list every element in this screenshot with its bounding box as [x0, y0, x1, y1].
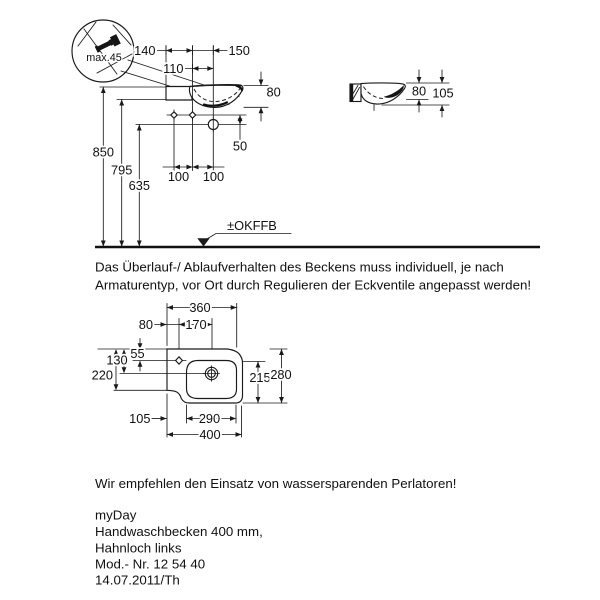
install-height-dims [93, 87, 166, 247]
dim-100-right-label: 100 [202, 168, 225, 184]
dim-215-label: 215 [249, 369, 271, 385]
dim-360-label: 360 [189, 299, 211, 315]
product-description: Handwaschbecken 400 mm, [95, 524, 263, 539]
dim-290-label: 290 [198, 410, 221, 426]
dim-105-label: 105 [129, 410, 151, 426]
level-label: ±OKFFB [227, 218, 277, 233]
dim-220-label: 220 [91, 367, 113, 383]
floor-level-marker [197, 218, 291, 247]
dim-105-side-label: 105 [432, 85, 454, 101]
dim-795-label: 795 [111, 162, 133, 178]
dim-140-label: 140 [134, 42, 156, 58]
dim-850-label: 850 [92, 144, 114, 160]
fixing-hole-symbols [167, 110, 246, 120]
fixing-detail-circle [72, 20, 134, 82]
dim-80-side-label: 80 [411, 83, 427, 99]
dim-55-label: 55 [130, 346, 145, 362]
drain-hole-symbol [136, 118, 246, 132]
dim-280-label: 280 [270, 366, 292, 382]
dim-110-label: 110 [163, 60, 184, 76]
washbasin-side-outline [350, 83, 405, 111]
dim-80-front-label: 80 [266, 84, 281, 100]
product-series: myDay [95, 507, 137, 523]
front-dim-50 [233, 115, 247, 154]
product-tap-hole: Hahnloch links [95, 540, 182, 556]
dim-635-label: 635 [128, 178, 150, 193]
dim-130-label: 130 [106, 352, 128, 368]
dim-80-plan-label: 80 [138, 316, 153, 332]
product-model-no: Mod.- Nr. 12 54 40 [95, 556, 206, 572]
dim-400-label: 400 [199, 426, 221, 442]
product-info-block [95, 508, 263, 588]
overflow-note-line2: Armaturentyp, vor Ort durch Regulieren der Eckventile angepasst werden! [95, 277, 532, 293]
max-depth-note: max.45 [86, 52, 122, 64]
dim-170-label: 170 [185, 316, 207, 332]
product-date: 14.07.2011/Th [95, 572, 180, 588]
front-height-dim-80 [244, 72, 281, 121]
washbasin-front-outline [166, 85, 243, 108]
dim-100-left-label: 100 [167, 168, 190, 184]
aerator-note: Wir empfehlen den Einsatz von wassersparenden Perlatoren! [95, 476, 457, 491]
side-view [350, 70, 454, 117]
dim-150-label: 150 [228, 42, 250, 58]
front-view [72, 20, 540, 247]
plan-left-dims [92, 339, 167, 391]
plan-right-dims [243, 349, 292, 403]
dim-50-label: 50 [232, 138, 248, 154]
overflow-note-line1: Das Überlauf-/ Ablaufverhalten des Beckens muss individuell, je nach [95, 259, 504, 275]
plan-view [92, 300, 292, 442]
